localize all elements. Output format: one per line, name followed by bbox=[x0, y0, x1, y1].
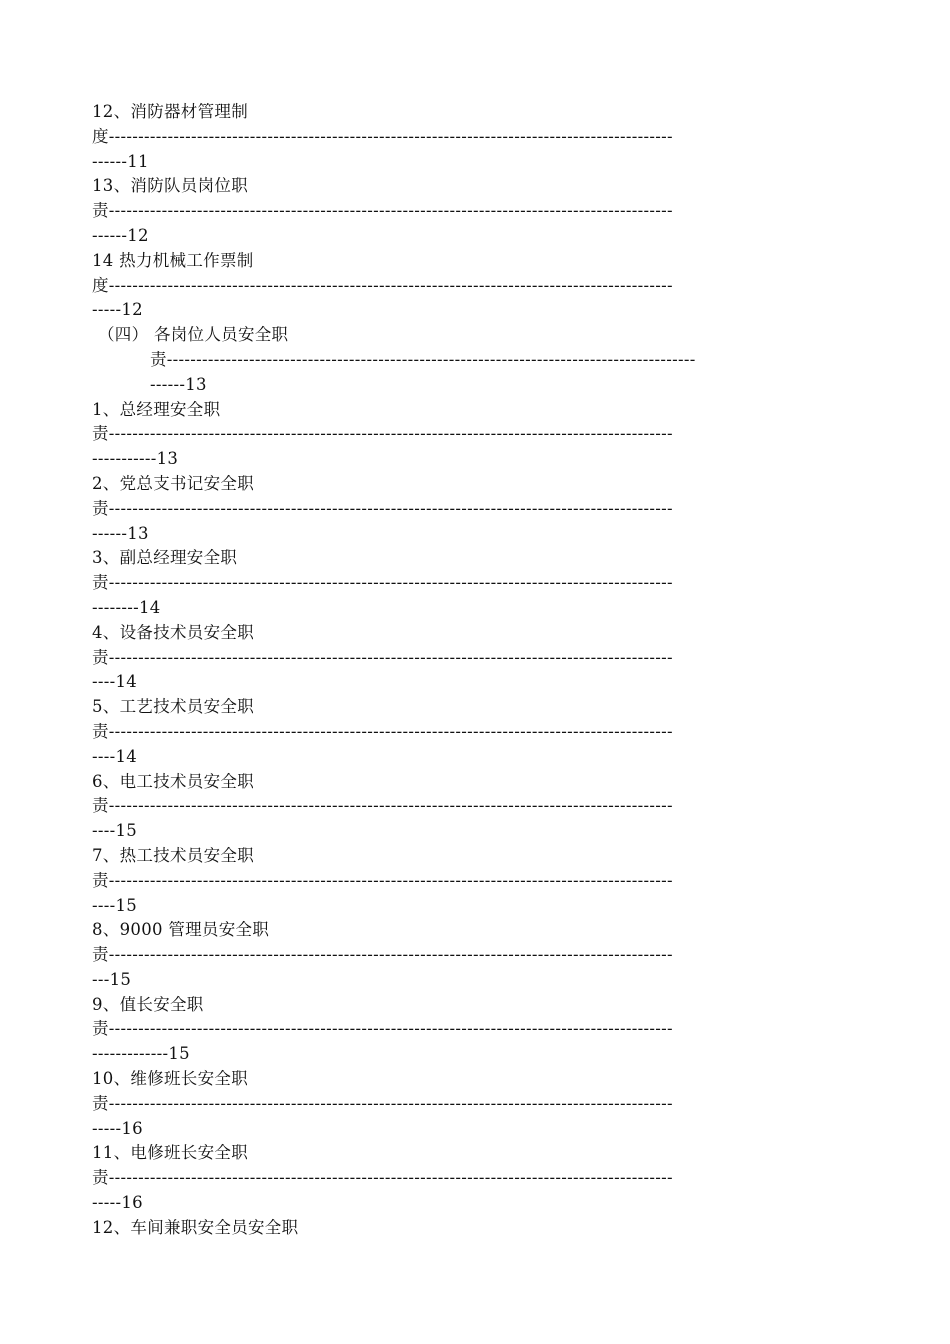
toc-line: 8、9000 管理员安全职 bbox=[92, 920, 270, 940]
toc-line: 责------------------------------------------------------------------------------------------------ bbox=[92, 945, 673, 965]
toc-line: ----15 bbox=[92, 821, 138, 841]
toc-line: 责------------------------------------------------------------------------------------------------ bbox=[92, 721, 673, 741]
toc-line: 1、总经理安全职 bbox=[92, 399, 221, 419]
toc-line: ----14 bbox=[92, 746, 138, 766]
toc-line: 5、工艺技术员安全职 bbox=[92, 697, 254, 717]
toc-line: --------14 bbox=[92, 597, 161, 617]
toc-line: 度------------------------------------------------------------------------------------------------ bbox=[92, 126, 673, 146]
toc-line: ------13 bbox=[150, 374, 207, 394]
toc-line: 13、消防队员岗位职 bbox=[92, 176, 248, 196]
toc-line: 责------------------------------------------------------------------------------------------------ bbox=[92, 498, 673, 518]
toc-line: 2、党总支书记安全职 bbox=[92, 473, 254, 493]
toc-line: ------12 bbox=[92, 225, 149, 245]
toc-line: 6、电工技术员安全职 bbox=[92, 771, 254, 791]
toc-line: 11、电修班长安全职 bbox=[92, 1143, 248, 1163]
toc-page bbox=[92, 100, 862, 1241]
toc-line: 责------------------------------------------------------------------------------------------------ bbox=[92, 424, 673, 444]
toc-line: 12、车间兼职安全员安全职 bbox=[92, 1217, 299, 1237]
toc-line: 责------------------------------------------------------------------------------------------------ bbox=[92, 1093, 673, 1113]
toc-line: ---15 bbox=[92, 969, 132, 989]
toc-line: 责------------------------------------------------------------------------------------------------ bbox=[92, 201, 673, 221]
toc-line: 7、热工技术员安全职 bbox=[92, 845, 254, 865]
toc-line: 责------------------------------------------------------------------------------------------------ bbox=[92, 647, 673, 667]
toc-line: ------11 bbox=[92, 151, 149, 171]
toc-line: 责------------------------------------------------------------------------------------------------ bbox=[92, 870, 673, 890]
toc-line: 3、副总经理安全职 bbox=[92, 548, 238, 568]
toc-line: 9、值长安全职 bbox=[92, 994, 204, 1014]
toc-line: 责------------------------------------------------------------------------------------------ bbox=[150, 349, 696, 369]
toc-line: ------13 bbox=[92, 523, 149, 543]
toc-line: ----15 bbox=[92, 895, 138, 915]
toc-line: 10、维修班长安全职 bbox=[92, 1069, 248, 1089]
toc-line: 责------------------------------------------------------------------------------------------------ bbox=[92, 1019, 673, 1039]
toc-line: -----16 bbox=[92, 1118, 143, 1138]
toc-line: -----------13 bbox=[92, 449, 179, 469]
toc-line: -----16 bbox=[92, 1193, 143, 1213]
toc-line: 责------------------------------------------------------------------------------------------------ bbox=[92, 796, 673, 816]
toc-line: 4、设备技术员安全职 bbox=[92, 622, 254, 642]
toc-line: ----14 bbox=[92, 672, 138, 692]
toc-line: -------------15 bbox=[92, 1044, 190, 1064]
toc-line: 度------------------------------------------------------------------------------------------------ bbox=[92, 275, 673, 295]
toc-line: 责------------------------------------------------------------------------------------------------ bbox=[92, 1168, 673, 1188]
toc-line: 12、消防器材管理制 bbox=[92, 102, 248, 121]
toc-line: 责------------------------------------------------------------------------------------------------ bbox=[92, 573, 673, 593]
section-heading: （四） 各岗位人员安全职 bbox=[98, 325, 289, 345]
toc-line: -----12 bbox=[92, 300, 143, 320]
toc-line: 14 热力机械工作票制 bbox=[92, 250, 254, 270]
